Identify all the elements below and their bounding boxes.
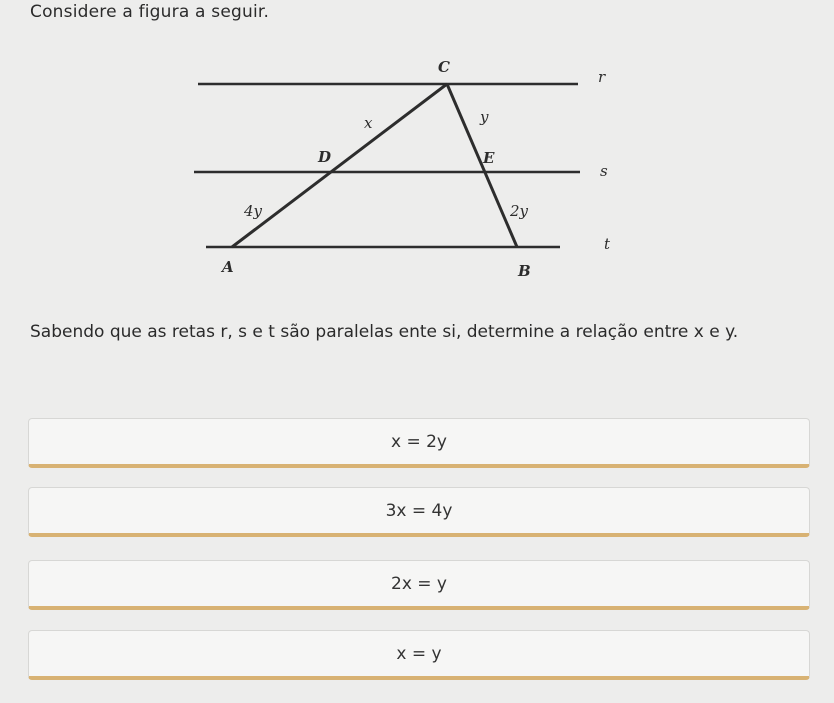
label-segment-cd: x (364, 114, 373, 132)
triangle-figure (180, 50, 620, 290)
label-r: r (598, 68, 606, 86)
answer-option-1[interactable] (28, 418, 810, 468)
answer-option-4[interactable] (28, 630, 810, 680)
answer-option-label: 3x = 4y (385, 500, 453, 521)
question-text: Sabendo que as retas r, s e t são paralelas ente si, determine a relação entre x e y. (30, 322, 739, 342)
answer-option-label: x = 2y (391, 431, 447, 452)
label-point-a: A (222, 258, 234, 276)
intro-text: Considere a figura a seguir. (30, 2, 270, 22)
answer-option-2[interactable] (28, 487, 810, 537)
label-segment-ce: y (480, 108, 489, 126)
label-point-e: E (483, 149, 495, 167)
label-segment-da: 4y (244, 202, 263, 220)
answer-option-label: 2x = y (391, 573, 447, 594)
label-point-c: C (438, 58, 450, 76)
label-segment-eb: 2y (510, 202, 529, 220)
label-s: s (600, 162, 608, 180)
label-point-d: D (318, 148, 332, 166)
label-point-b: B (518, 262, 531, 280)
answer-option-label: x = y (396, 643, 442, 664)
answer-option-3[interactable] (28, 560, 810, 610)
side-ca (232, 84, 447, 247)
label-t: t (604, 235, 611, 253)
